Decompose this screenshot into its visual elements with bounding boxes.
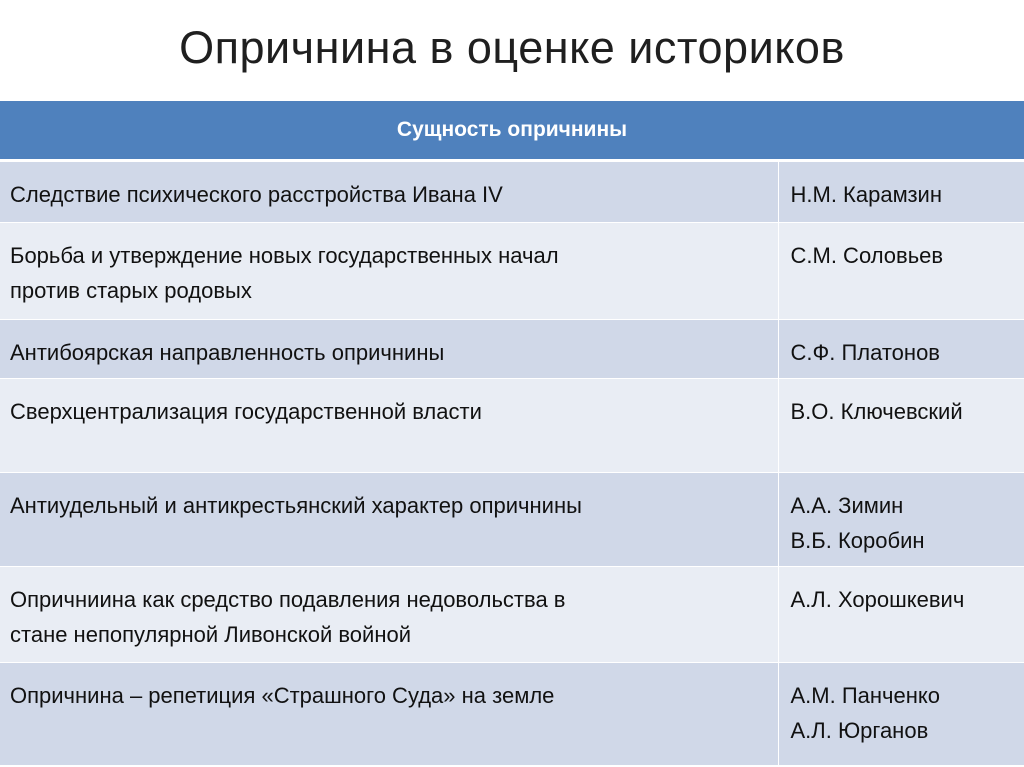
essence-cell [0,320,778,379]
table-row [0,379,1024,473]
table-row [0,567,1024,663]
essence-text: Антибоярская направленность опричнины [10,340,445,365]
author-name: А.Л. Юрганов [790,718,929,743]
table-header-row [0,101,1024,161]
historians-table [0,101,1024,766]
essence-text: Сверхцентрализация государственной власти [10,399,482,424]
table-row [0,663,1024,766]
author-cell [778,663,1024,766]
author-cell [778,567,1024,663]
author-name: А.М. Панченко [790,683,940,708]
table-row [0,320,1024,379]
author-cell [778,161,1024,223]
essence-text: против старых родовых [10,278,252,303]
author-name: Н.М. Карамзин [790,182,942,207]
author-name: А.Л. Хорошкевич [790,587,965,612]
essence-cell [0,161,778,223]
essence-text: Следствие психического расстройства Ивана IV [10,182,503,207]
table-row [0,223,1024,320]
table-header: Сущность опричнины [0,101,1024,161]
essence-cell [0,567,778,663]
essence-text: Опричнина – репетиция «Страшного Суда» на земле [10,683,555,708]
table-row [0,161,1024,223]
author-cell [778,320,1024,379]
author-cell [778,379,1024,473]
author-cell [778,473,1024,567]
essence-text: Борьба и утверждение новых государственных начал [10,243,559,268]
essence-cell [0,663,778,766]
author-name: В.Б. Коробин [790,528,925,553]
author-name: А.А. Зимин [790,493,904,518]
essence-text: Опричниина как средство подавления недовольства в [10,587,566,612]
author-cell [778,223,1024,320]
table-row [0,473,1024,567]
author-name: В.О. Ключевский [790,399,963,424]
essence-cell [0,223,778,320]
essence-text: стане непопулярной Ливонской войной [10,622,411,647]
essence-cell [0,473,778,567]
essence-text: Антиудельный и антикрестьянский характер опричнины [10,493,582,518]
essence-cell [0,379,778,473]
slide-title: Опричнина в оценке историков [179,22,845,73]
author-name: С.М. Соловьев [790,243,944,268]
author-name: С.Ф. Платонов [790,340,940,365]
